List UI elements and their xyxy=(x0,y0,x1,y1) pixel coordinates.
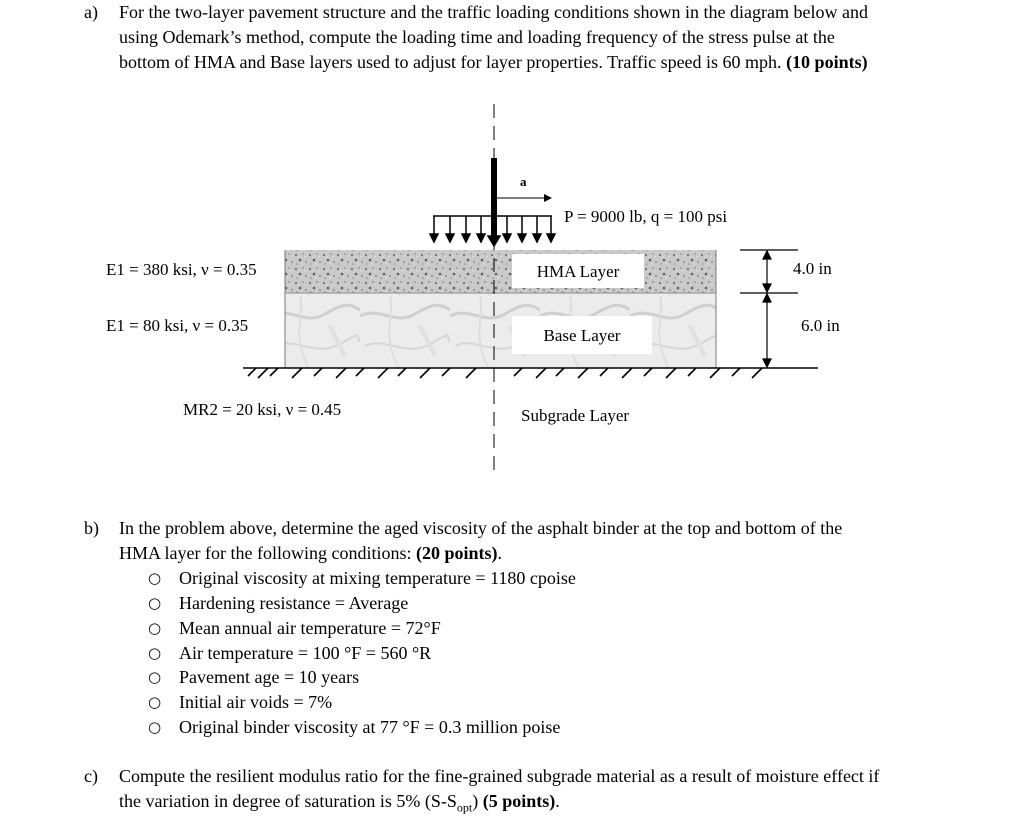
base-layer-label: Base Layer xyxy=(543,326,621,345)
thickness-dimensions xyxy=(740,250,798,367)
question-c-line-2: the variation in degree of saturation is 5% $(S-S_{opt})$ (5 points). xyxy=(119,791,560,815)
question-a-points: (10 points) xyxy=(786,52,868,72)
question-b-text xyxy=(119,516,842,566)
question-b-label: b) xyxy=(84,518,99,538)
load-label: P = 9000 lb, q = 100 psi xyxy=(564,207,728,226)
subgrade-layer-label: Subgrade Layer xyxy=(521,406,630,425)
question-c-points: (5 points) xyxy=(482,791,556,811)
load-column xyxy=(491,158,497,240)
base-thickness: 6.0 in xyxy=(801,316,840,335)
question-b-line-1: In the problem above, determine the aged viscosity of the asphalt binder at the top and bottom of the xyxy=(119,518,843,538)
question-b-points: (20 points) xyxy=(415,543,498,563)
question-a-line-1: For the two-layer pavement structure and the traffic loading conditions shown in the diagram below and xyxy=(119,2,868,22)
ground-line xyxy=(243,368,818,378)
base-properties: E1 = 80 ksi, ν = 0.35 xyxy=(106,316,249,335)
question-a-line-3-text: bottom of HMA and Base layers used to adjust for layer properties. Traffic speed is 60 mph. xyxy=(119,52,787,72)
question-b-line-2: HMA layer for the following conditions: (20 points). xyxy=(119,543,502,563)
question-c-label: c) xyxy=(84,766,98,786)
question-b-line-2-text: HMA layer for the following conditions: xyxy=(119,543,416,563)
question-a-line-2: using Odemark’s method, compute the loading time and loading frequency of the stress pulse at the xyxy=(119,27,835,47)
hma-layer-label: HMA Layer xyxy=(536,262,620,281)
hma-layer-block xyxy=(285,250,716,293)
subgrade-properties: MR2 = 20 ksi, ν = 0.45 xyxy=(183,400,342,419)
question-c-line-1: Compute the resilient modulus ratio for the fine-grained subgrade material as a result of moisture effect if xyxy=(119,766,880,786)
hma-properties: E1 = 380 ksi, ν = 0.35 xyxy=(106,260,257,279)
question-a-label: a) xyxy=(84,2,98,22)
hma-thickness: 4.0 in xyxy=(793,259,832,278)
radius-label: a xyxy=(520,174,527,189)
question-c-text xyxy=(119,764,879,821)
